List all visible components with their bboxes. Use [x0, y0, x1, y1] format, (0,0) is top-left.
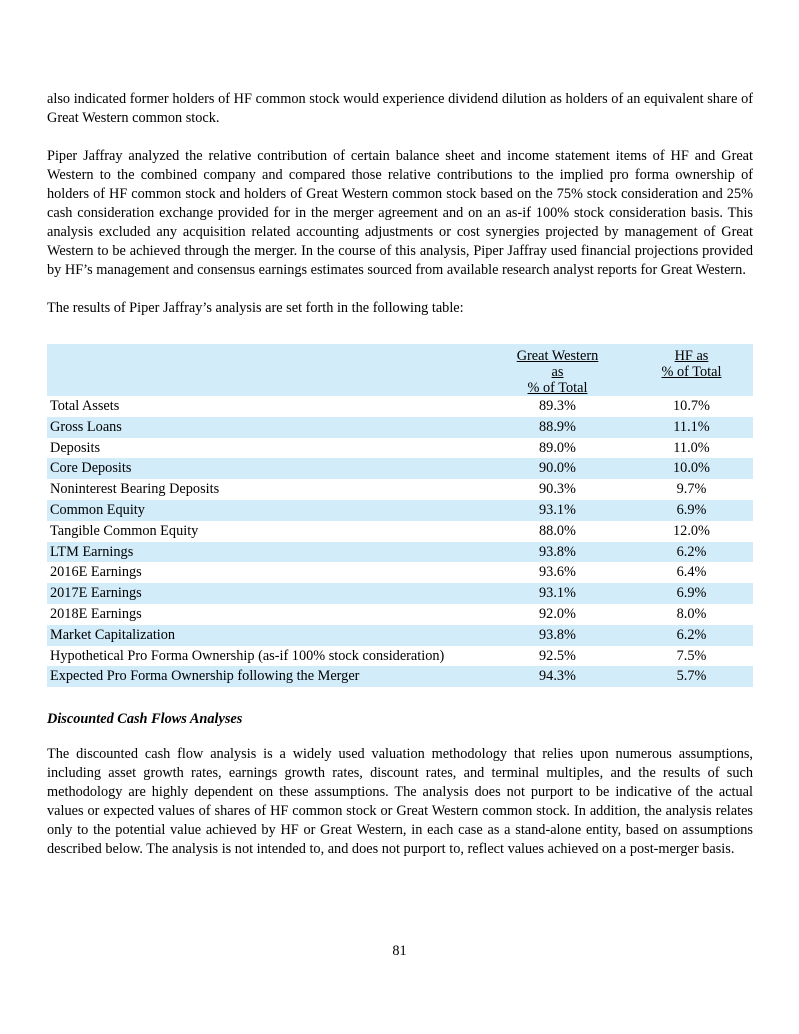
table-row: [47, 646, 753, 667]
row-hf-value: 10.7%: [673, 398, 710, 414]
row-gw-value: 93.8%: [485, 542, 630, 563]
row-gw-value: 90.0%: [485, 458, 630, 479]
row-label: Hypothetical Pro Forma Ownership (as-if 100% stock consideration): [50, 647, 445, 664]
row-label: Deposits: [50, 439, 101, 456]
row-label: 2017E Earnings: [47, 583, 485, 604]
row-label: Noninterest Bearing Deposits: [50, 481, 220, 498]
table-row: [47, 666, 753, 687]
paragraph-dividend-dilution: also indicated former holders of HF common stock would experience dividend dilution as holders of an equivalent share of Great Western common stock.: [47, 91, 753, 126]
row-hf-value: 6.4%: [676, 564, 707, 581]
table-row: [47, 604, 753, 625]
table-row: [47, 396, 753, 417]
row-hf-value: 8.0%: [676, 605, 707, 622]
row-hf-value: 6.9%: [630, 500, 753, 521]
row-gw-value: 90.3%: [539, 481, 576, 498]
table-row: [47, 521, 753, 542]
page-number: 81: [392, 943, 407, 959]
table-row: [47, 625, 753, 646]
paragraph-dcf: The discounted cash flow analysis is a widely used valuation methodology that relies upon numerous assumptions, including asset growth rates, earnings growth rates, discount rates, and terminal multiples, and the results of such methodology are highly dependent on these assumptions. The analysis does not purport to be indicative of the actual values or expected values of shares of HF common stock or Great Western common stock. In addition, the analysis relates only to the potential value achieved by HF or Great Western, in each case as a stand-alone entity, based on assumptions described below. The analysis is not intended to, and does not purport to, reflect values achieved on a post-merger basis.: [47, 746, 753, 858]
header-hf-line2: % of Total: [661, 364, 722, 380]
row-hf-value: 6.2%: [630, 625, 753, 646]
row-hf-value: 10.0%: [630, 458, 753, 479]
row-hf-value: 6.2%: [630, 542, 753, 563]
row-gw-value: 93.1%: [485, 583, 630, 604]
row-gw-value: 92.0%: [539, 605, 576, 622]
row-label: LTM Earnings: [47, 542, 485, 563]
table-row: [47, 479, 753, 500]
paragraph-table-intro: The results of Piper Jaffray’s analysis are set forth in the following table:: [47, 300, 464, 316]
header-gw-line1: Great Western: [516, 348, 599, 364]
row-label: Tangible Common Equity: [50, 522, 199, 539]
document-body: [47, 90, 753, 859]
table-row: [47, 542, 753, 563]
header-great-western: [485, 344, 630, 396]
row-gw-value: 93.8%: [485, 625, 630, 646]
table-row: [47, 417, 753, 438]
header-label-blank: [47, 344, 485, 396]
row-label: Market Capitalization: [47, 625, 485, 646]
table-row: [47, 500, 753, 521]
table-row: [47, 562, 753, 583]
row-label: Common Equity: [47, 500, 485, 521]
row-hf-value: 9.7%: [676, 481, 707, 498]
table-header-row: [47, 344, 753, 396]
paragraph-contribution-analysis: Piper Jaffray analyzed the relative contribution of certain balance sheet and income statement items of HF and Great Western to the combined company and compared those relative contributions to the implied pro forma ownership of holders of HF common stock and holders of Great Western common stock based on the 75% stock consideration and 25% cash consideration exchange provided for in the merger agreement and on an as-if 100% stock consideration basis. This analysis excluded any acquisition related accounting adjustments or cost synergies projected by management of Great Western to be achieved through the merger. In the course of this analysis, Piper Jaffray used financial projections provided by HF’s management and consensus earnings estimates sourced from available research analyst reports for Great Western.: [47, 148, 753, 278]
row-hf-value: 11.0%: [673, 439, 710, 456]
row-gw-value: 88.9%: [485, 417, 630, 438]
row-gw-value: 92.5%: [539, 647, 576, 664]
row-label: 2018E Earnings: [50, 605, 142, 622]
header-hf-line1: HF as: [674, 348, 709, 364]
row-label: 2016E Earnings: [50, 564, 142, 581]
table-row: [47, 583, 753, 604]
row-gw-value: 93.6%: [539, 564, 576, 581]
row-gw-value: 93.1%: [485, 500, 630, 521]
row-gw-value: 88.0%: [539, 522, 576, 539]
row-gw-value: 89.0%: [539, 439, 576, 456]
row-hf-value: 7.5%: [676, 647, 707, 664]
table-row: [47, 438, 753, 459]
row-label: Gross Loans: [47, 417, 485, 438]
row-hf-value: 6.9%: [630, 583, 753, 604]
header-gw-line3: % of Total: [527, 380, 588, 396]
header-gw-line2: as: [551, 364, 564, 380]
section-heading-dcf: Discounted Cash Flows Analyses: [47, 711, 243, 728]
row-label: Total Assets: [50, 398, 120, 414]
header-hf: [630, 344, 753, 396]
table-row: [47, 458, 753, 479]
row-gw-value: 89.3%: [539, 398, 576, 414]
row-label: Expected Pro Forma Ownership following the Merger: [47, 666, 485, 687]
row-hf-value: 5.7%: [630, 666, 753, 687]
contribution-table: [47, 344, 753, 687]
row-hf-value: 12.0%: [673, 522, 710, 539]
row-label: Core Deposits: [47, 458, 485, 479]
row-hf-value: 11.1%: [630, 417, 753, 438]
row-gw-value: 94.3%: [485, 666, 630, 687]
